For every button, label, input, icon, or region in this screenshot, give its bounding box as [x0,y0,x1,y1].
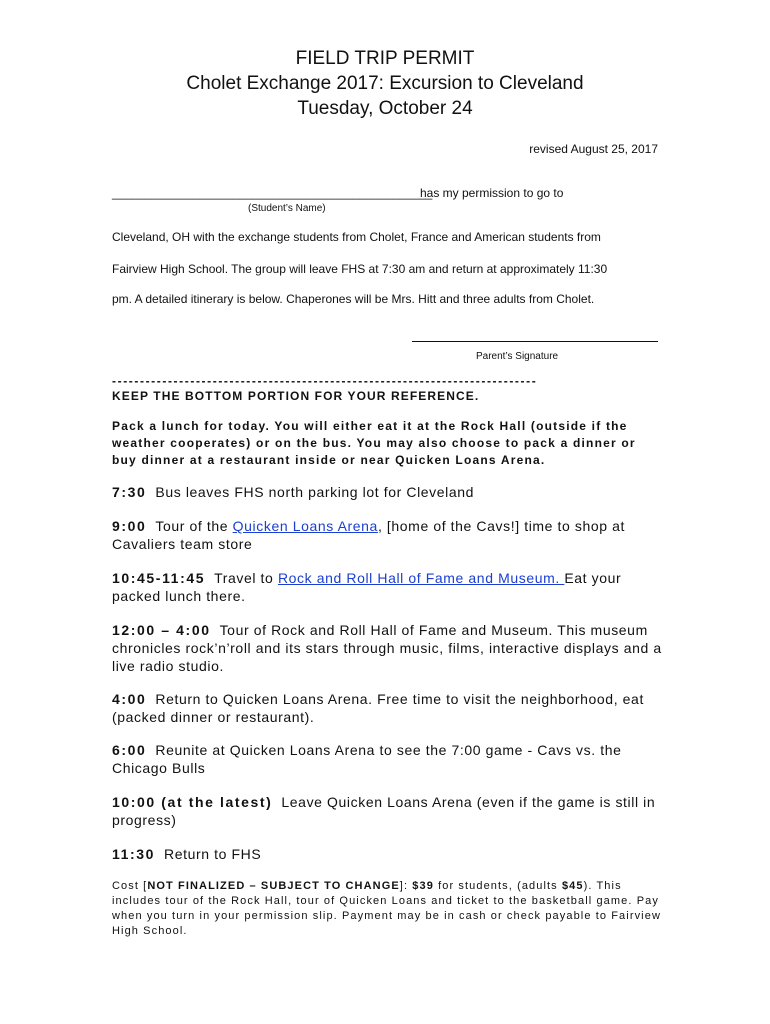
itinerary-text: Return to Quicken Loans Arena. Free time to visit the neighborhood, eat (packed dinner or restaurant). [112,691,644,725]
cost-text: for students, (adults [433,880,562,892]
trip-date: Tuesday, October 24 [297,98,473,119]
itinerary-time: 7:30 [112,484,147,500]
itinerary-text: Reunite at Quicken Loans Arena to see the 7:00 game - Cavs vs. the Chicago Bulls [112,742,622,776]
revised-date: revised August 25, 2017 [529,142,658,156]
itinerary-item [112,517,662,553]
itinerary-time: 10:45-11:45 [112,570,206,586]
permission-line-3: pm. A detailed itinerary is below. Chaperones will be Mrs. Hitt and three adults from Cholet. [112,292,595,306]
student-price: $39 [412,880,434,892]
permission-line-2: Fairview High School. The group will leave FHS at 7:30 am and return at approximately 11:30 [112,262,608,276]
page-title: FIELD TRIP PERMIT [295,48,475,69]
lunch-notice: Pack a lunch for today. You will either eat it at the Rock Hall (outside if the weather cooperates) or on the bus. You may also choose to pack a dinner or buy dinner at a restaurant inside or near Quicken Loans Arena. [112,419,636,467]
cost-status: NOT FINALIZED – SUBJECT TO CHANGE [147,880,400,892]
keep-notice: KEEP THE BOTTOM PORTION FOR YOUR REFERENCE. [112,389,480,403]
itinerary-item [112,569,662,605]
adult-price: $45 [561,880,584,892]
itinerary-text: Eat your packed lunch there. [112,570,622,604]
student-name-caption: (Student’s Name) [248,203,326,214]
cost-text: ). This includes tour of the Rock Hall, tour of Quicken Loans and ticket to the basketball game. Pay when you turn in your permission slip. Payment may be in cash or check payable to Fairview High School. [112,880,661,937]
cut-line: ---------------------------------------------------------------------------- [112,374,538,388]
itinerary-text: , [home of the Cavs!] time to shop at Cavaliers team store [112,518,626,552]
rock-hall-link[interactable]: Rock and Roll Hall of Fame and Museum. [277,570,565,586]
cost-prefix: Cost [ [112,880,148,892]
itinerary-time: 11:30 [112,846,156,862]
itinerary-text: Tour of Rock and Roll Hall of Fame and Museum. This museum chronicles rock’n’roll and its stars through music, films, interactive displays and a live radio studio. [112,622,662,674]
parent-signature-line[interactable] [412,341,658,342]
itinerary-text: Travel to [214,570,278,586]
itinerary-time: 9:00 [112,518,147,534]
itinerary-item [112,690,662,726]
itinerary-item [112,845,662,863]
trip-title: Cholet Exchange 2017: Excursion to Cleveland [186,73,584,94]
itinerary-item [112,741,662,777]
parent-signature-caption: Parent’s Signature [476,351,559,362]
cost-notice [112,879,662,939]
cost-text: ]: [399,880,413,892]
itinerary-time: 4:00 [112,691,147,707]
itinerary-time: 12:00 – 4:00 [112,622,211,638]
itinerary-item [112,793,662,829]
itinerary-item [112,621,662,675]
itinerary-time: 10:00 (at the latest) [112,794,273,810]
itinerary-text: Bus leaves FHS north parking lot for Cleveland [155,484,475,500]
permission-line-1: Cleveland, OH with the exchange students from Cholet, France and American students from [112,230,601,244]
permission-text: has my permission to go to [420,186,564,200]
itinerary-text: Return to FHS [164,846,262,862]
itinerary-text: Tour of the [155,518,233,534]
itinerary-item [112,483,662,501]
itinerary-time: 6:00 [112,742,147,758]
quicken-loans-arena-link[interactable]: Quicken Loans Arena [232,518,378,534]
student-name-blank[interactable]: ________________________________________________ [112,186,433,200]
itinerary-text: Leave Quicken Loans Arena (even if the game is still in progress) [112,794,656,828]
